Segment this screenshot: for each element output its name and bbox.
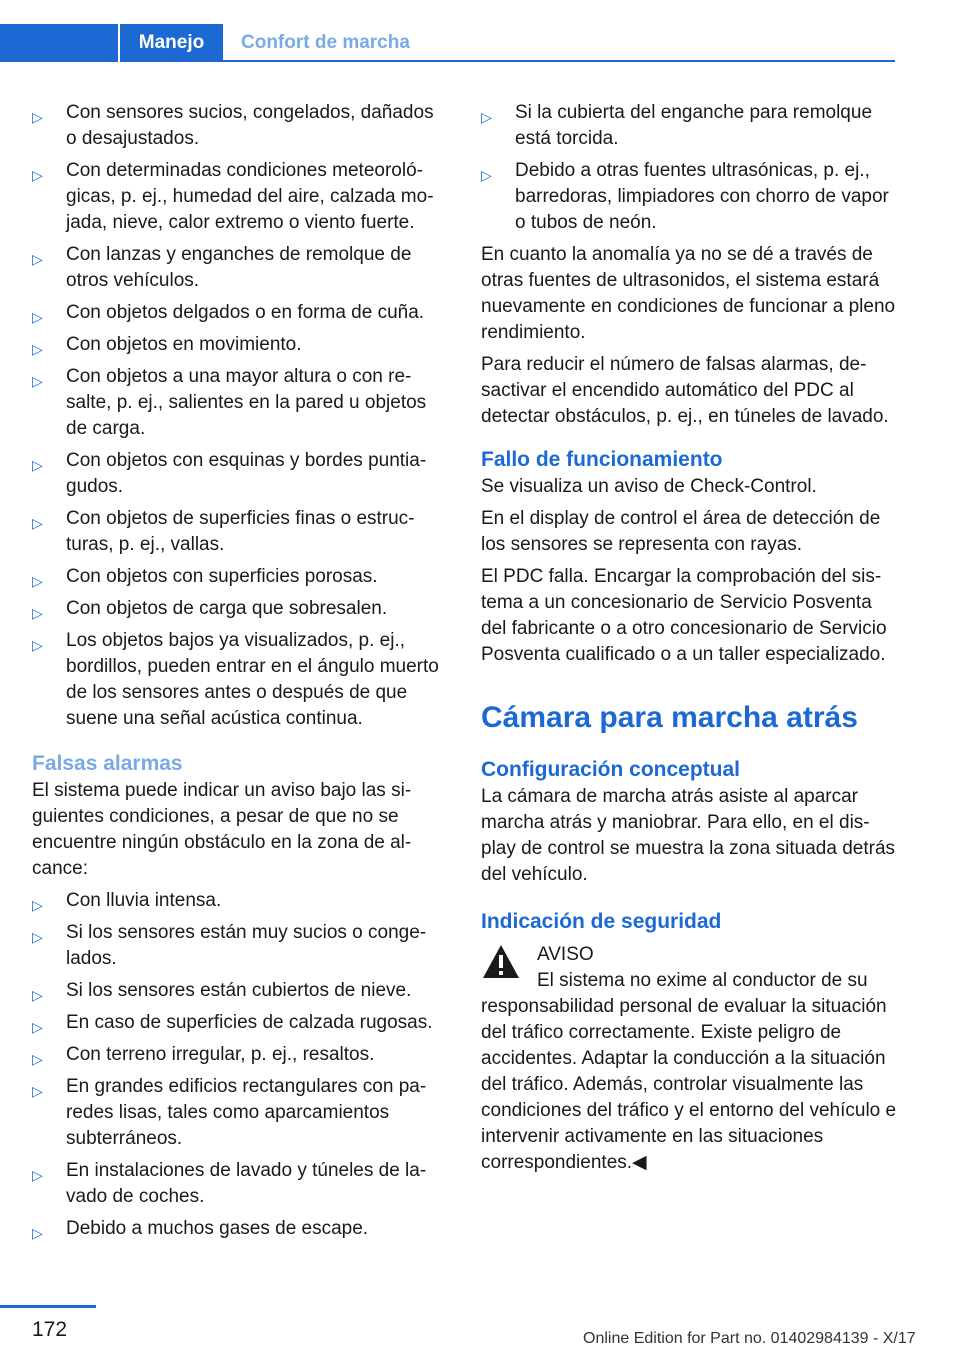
list-item: [32, 1158, 447, 1210]
bullet-triangle-icon: ▷: [32, 1083, 43, 1099]
page-number: 172: [32, 1318, 68, 1341]
edition-note: Online Edition for Part no. 01402984139 - X/17: [583, 1330, 916, 1347]
list-item-text: Con determinadas condiciones meteorológicas, p. ej., humedad del aire, calzada mojada, nieve, calor extremo o viento fuerte.: [66, 160, 434, 233]
list-item: [32, 364, 447, 442]
list-item-text: En grandes edificios rectangulares con paredes lisas, tales como aparcamientos subterráneos.: [66, 1076, 427, 1149]
list-item-text: En instalaciones de lavado y túneles de lavado de coches.: [66, 1160, 427, 1207]
list-item: [32, 628, 447, 732]
footer-rule: [0, 1305, 96, 1308]
bullet-triangle-icon: ▷: [481, 109, 492, 125]
list-item-text: Con objetos a una mayor altura o con resalte, p. ej., salientes en la pared u objetos de carga.: [66, 366, 427, 439]
list-item-text: Con terreno irregular, p. ej., resaltos.: [66, 1044, 375, 1065]
paragraph-fallo-2: En el display de control el área de detección de los sensores se representa con rayas.: [481, 508, 881, 555]
paragraph-fallo-1: Se visualiza un aviso de Check-Control.: [481, 476, 817, 497]
bullet-triangle-icon: ▷: [481, 167, 492, 183]
list-item: [32, 158, 447, 236]
list-item-text: Debido a otras fuentes ultrasónicas, p. ej., barredoras, limpiadores con chorro de vapor o tubos de neón.: [515, 160, 889, 233]
list-item-text: Con objetos de carga que sobresalen.: [66, 598, 388, 619]
bullet-list-more-conditions: [481, 100, 897, 236]
bullet-triangle-icon: ▷: [32, 1051, 43, 1067]
warning-text: El sistema no exime al conductor de su responsabilidad personal de evaluar la situación del tráfico correctamente. Existe peligro de accidentes. Adaptar la conducción a la situación del tráfico. Además, controlar visualmente las condiciones del tráfico y el entorno del vehículo e intervenir activamente en las situaciones correspondientes.◀: [481, 970, 897, 1173]
falsas-intro: El sistema puede indicar un aviso bajo las siguientes condiciones, a pesar de que no se encuentre ningún obstáculo en la zona de alcance:: [32, 780, 412, 879]
list-item-text: Con sensores sucios, congelados, dañados o desajustados.: [66, 102, 434, 149]
bullet-triangle-icon: ▷: [32, 929, 43, 945]
list-item-text: Si la cubierta del enganche para remolque está torcida.: [515, 102, 873, 149]
bullet-triangle-icon: ▷: [32, 573, 43, 589]
list-item: [32, 888, 447, 914]
bullet-triangle-icon: ▷: [32, 373, 43, 389]
list-item-text: Si los sensores están cubiertos de nieve.: [66, 980, 412, 1001]
list-item-text: Debido a muchos gases de escape.: [66, 1218, 369, 1239]
bullet-triangle-icon: ▷: [32, 605, 43, 621]
chapter-title-camara: Cámara para marcha atrás: [481, 701, 858, 734]
paragraph-anomaly: En cuanto la anomalía ya no se dé a través de otras fuentes de ultrasonidos, el sistema estará nuevamente en condiciones de funcionar a pleno rendimiento.: [481, 244, 896, 343]
right-column: [481, 100, 897, 1182]
list-item: [481, 158, 897, 236]
bullet-triangle-icon: ▷: [32, 897, 43, 913]
bullet-triangle-icon: ▷: [32, 987, 43, 1003]
bullet-triangle-icon: ▷: [32, 167, 43, 183]
section-title-falsas-alarmas: Falsas alarmas: [32, 752, 183, 775]
list-item-text: Con objetos de superficies finas o estructuras, p. ej., vallas.: [66, 508, 415, 555]
bullet-triangle-icon: ▷: [32, 251, 43, 267]
list-item-text: En caso de superficies de calzada rugosas.: [66, 1012, 433, 1033]
list-item: [32, 1216, 447, 1242]
list-item: [32, 1042, 447, 1068]
section-title-seguridad: Indicación de seguridad: [481, 910, 722, 933]
section-title-configuracion: Configuración conceptual: [481, 758, 741, 781]
list-item: [32, 920, 447, 972]
bullet-triangle-icon: ▷: [32, 1019, 43, 1035]
list-item: [32, 242, 447, 294]
bullet-triangle-icon: ▷: [32, 637, 43, 653]
list-item: [32, 506, 447, 558]
bullet-triangle-icon: ▷: [32, 309, 43, 325]
warning-label: AVISO: [537, 944, 594, 965]
warning-triangle-icon: [481, 942, 521, 982]
list-item: [32, 100, 447, 152]
list-item: [481, 100, 897, 152]
list-item: [32, 978, 447, 1004]
list-item: [32, 596, 447, 622]
list-item-text: Con lanzas y enganches de remolque de otros vehículos.: [66, 244, 412, 291]
bullet-triangle-icon: ▷: [32, 341, 43, 357]
list-item-text: Con objetos en movimiento.: [66, 334, 302, 355]
bullet-triangle-icon: ▷: [32, 457, 43, 473]
list-item-text: Los objetos bajos ya visualizados, p. ej., bordillos, pueden entrar en el ángulo muerto de los sensores antes o después de que suene una señal acústica continua.: [66, 630, 439, 729]
section-tab-manejo[interactable]: Manejo: [120, 24, 223, 62]
list-item: [32, 448, 447, 500]
list-item-text: Con objetos con superficies porosas.: [66, 566, 378, 587]
paragraph-configuracion: La cámara de marcha atrás asiste al aparcar marcha atrás y maniobrar. Para ello, en el display de control se muestra la zona situada detrás del vehículo.: [481, 786, 896, 885]
header-color-band: [0, 24, 118, 62]
bullet-list-false-alarms: [32, 888, 447, 1242]
section-tab-confort[interactable]: Confort de marcha: [241, 32, 410, 53]
list-item: [32, 1010, 447, 1036]
list-item-text: Si los sensores están muy sucios o congelados.: [66, 922, 427, 969]
page-header: [0, 0, 960, 62]
list-item-text: Con lluvia intensa.: [66, 890, 222, 911]
left-column: [32, 100, 447, 1248]
bullet-triangle-icon: ▷: [32, 109, 43, 125]
paragraph-fallo-3: El PDC falla. Encargar la comprobación del sistema a un concesionario de Servicio Posventa del fabricante o a otro concesionario de Servicio Posventa cualificado o a un taller especializado.: [481, 566, 887, 665]
bullet-triangle-icon: ▷: [32, 1167, 43, 1183]
list-item-text: Con objetos con esquinas y bordes puntiagudos.: [66, 450, 427, 497]
bullet-triangle-icon: ▷: [32, 1225, 43, 1241]
list-item: [32, 332, 447, 358]
header-rule: [223, 60, 895, 62]
paragraph-reduce-alarms: Para reducir el número de falsas alarmas, desactivar el encendido automático del PDC al detectar obstáculos, p. ej., en túneles de lavado.: [481, 354, 889, 427]
section-title-fallo: Fallo de funcionamiento: [481, 448, 723, 471]
list-item-text: Con objetos delgados o en forma de cuña.: [66, 302, 425, 323]
list-item: [32, 300, 447, 326]
list-item: [32, 1074, 447, 1152]
list-item: [32, 564, 447, 590]
warning-block: [481, 942, 897, 1176]
bullet-triangle-icon: ▷: [32, 515, 43, 531]
bullet-list-conditions: [32, 100, 447, 732]
